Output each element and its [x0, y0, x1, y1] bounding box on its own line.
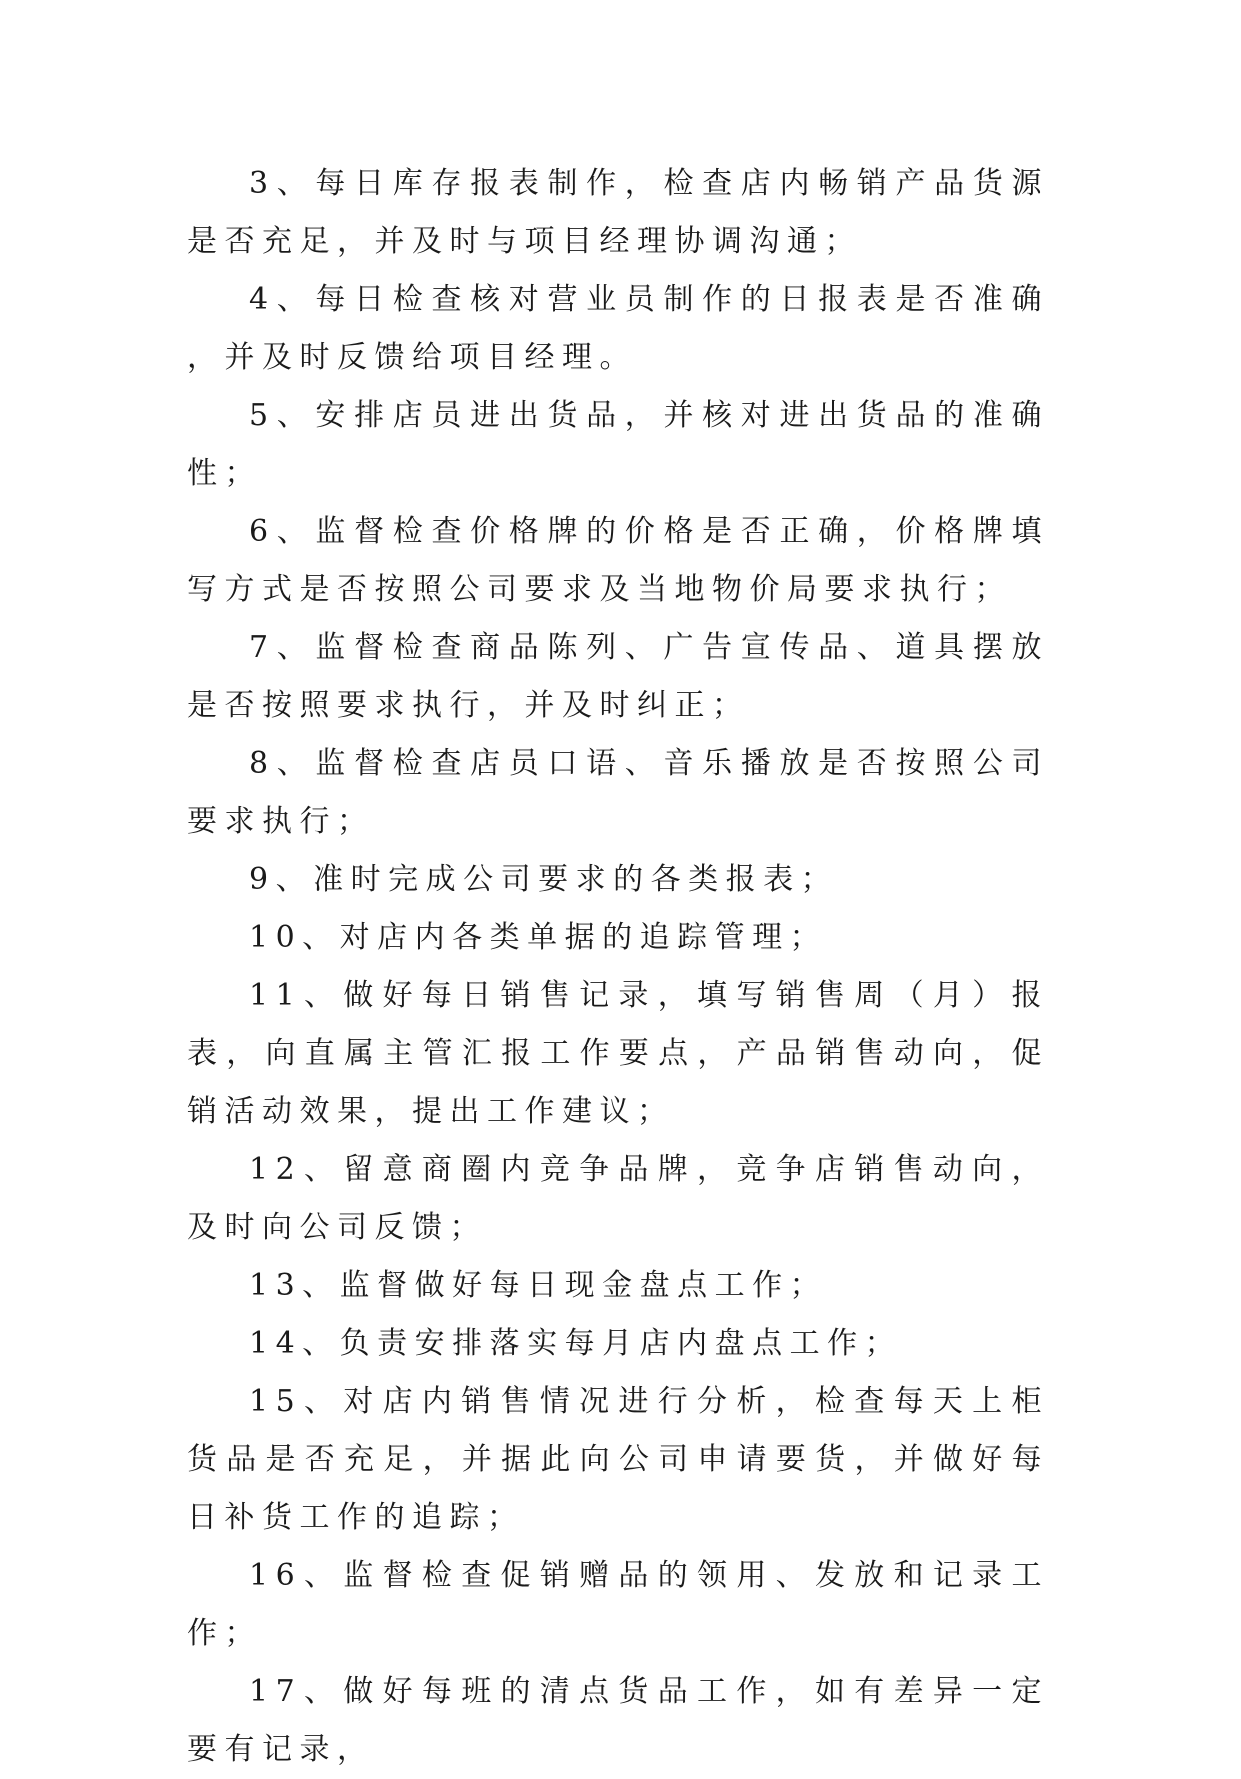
paragraph-item-3: 3、每日库存报表制作，检查店内畅销产品货源是否充足，并及时与项目经理协调沟通； [187, 166, 1049, 259]
paragraph-item-14: 14、负责安排落实每月店内盘点工作； [249, 1326, 903, 1361]
paragraph-item-15: 15、对店内销售情况进行分析，检查每天上柜货品是否充足，并据此向公司申请要货，并做好每日补货工作的追踪； [187, 1384, 1049, 1535]
paragraph-item-6: 6、监督检查价格牌的价格是否正确，价格牌填写方式是否按照公司要求及当地物价局要求执行； [187, 514, 1049, 607]
paragraph-item-13: 13、监督做好每日现金盘点工作； [249, 1268, 828, 1303]
paragraph-item-8: 8、监督检查店员口语、音乐播放是否按照公司要求执行； [187, 746, 1049, 839]
paragraph-item-11: 11、做好每日销售记录，填写销售周（月）报表，向直属主管汇报工作要点，产品销售动向，促销活动效果，提出工作建议； [187, 978, 1049, 1129]
document-body [187, 155, 1049, 1779]
paragraph-item-9: 9、准时完成公司要求的各类报表； [249, 862, 839, 897]
paragraph-item-5: 5、安排店员进出货品，并核对进出货品的准确性； [187, 398, 1049, 491]
paragraph-item-10: 10、对店内各类单据的追踪管理； [249, 920, 828, 955]
paragraph-item-17: 17、做好每班的清点货品工作，如有差异一定要有记录， [187, 1674, 1049, 1767]
paragraph-item-16: 16、监督检查促销赠品的领用、发放和记录工作； [187, 1558, 1049, 1651]
paragraph-item-7: 7、监督检查商品陈列、广告宣传品、道具摆放是否按照要求执行，并及时纠正； [187, 630, 1049, 723]
paragraph-item-12: 12、留意商圈内竞争品牌，竞争店销售动向，及时向公司反馈； [187, 1152, 1049, 1245]
paragraph-item-4: 4、每日检查核对营业员制作的日报表是否准确，并及时反馈给项目经理。 [187, 282, 1049, 375]
